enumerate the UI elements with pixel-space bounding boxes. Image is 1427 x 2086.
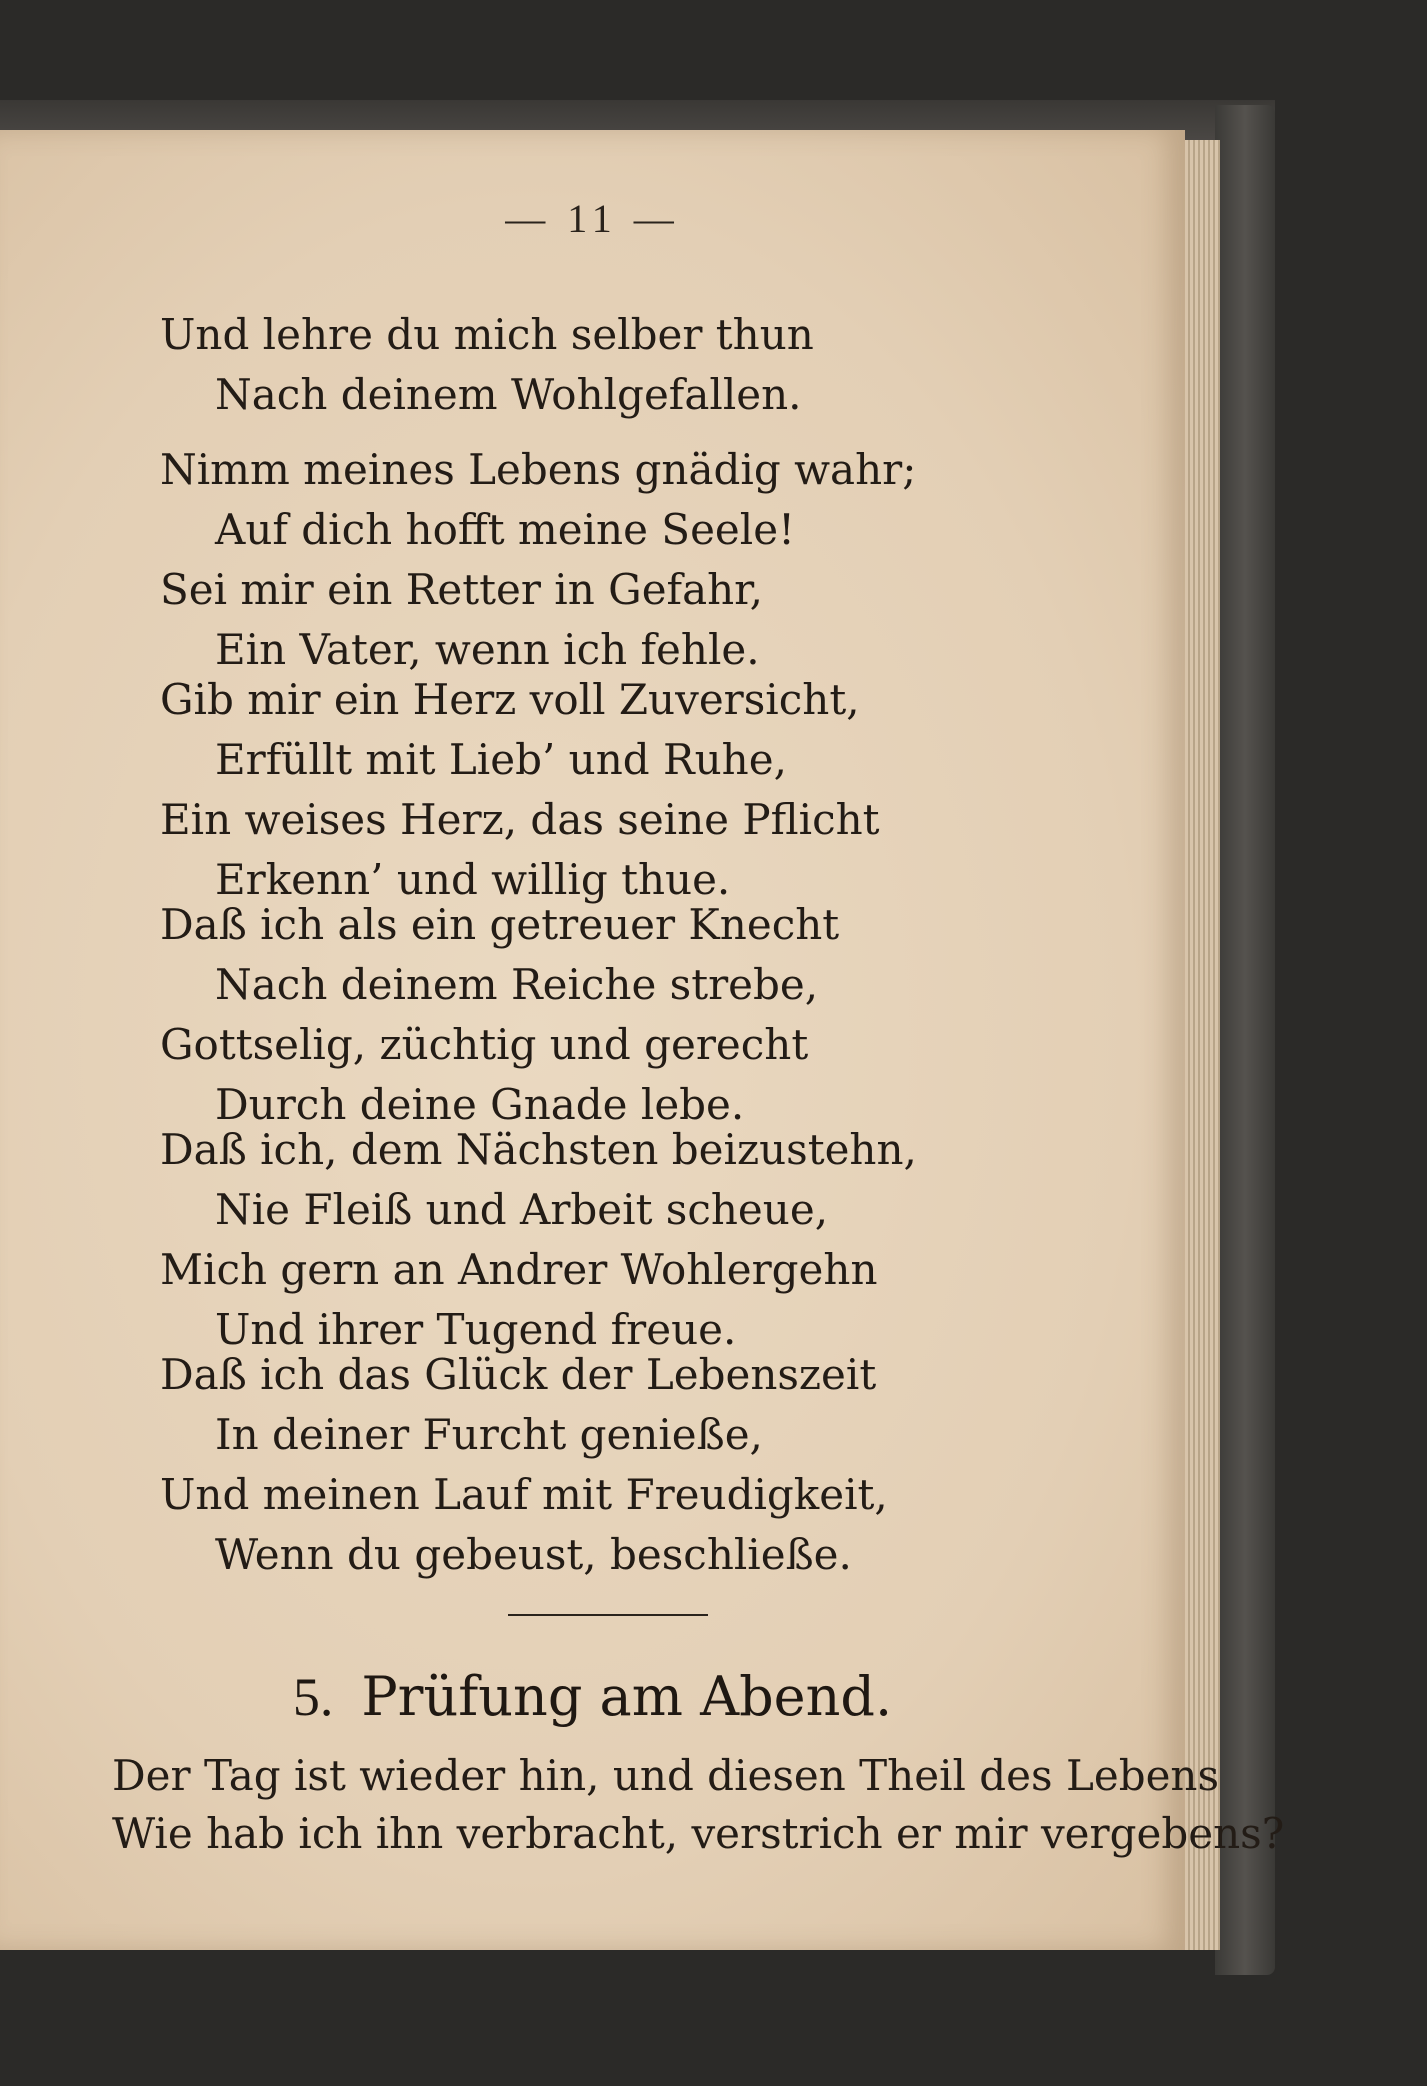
verse-line: Daß ich als ein getreuer Knecht	[160, 900, 840, 949]
verse-line: Daß ich das Glück der Lebenszeit	[160, 1350, 877, 1399]
verse-line: Auf dich hofft meine Seele!	[215, 505, 795, 554]
verse-line: Daß ich, dem Nächsten beizustehn,	[160, 1125, 917, 1174]
prose-line: Wie hab ich ihn verbracht, verstrich er mir vergebens?	[112, 1809, 1285, 1858]
verse-line: Nach deinem Wohlgefallen.	[215, 370, 802, 419]
verse-line: Nimm meines Lebens gnädig wahr;	[160, 445, 917, 494]
section-number: 5.	[292, 1667, 334, 1727]
stanza-6	[160, 1345, 888, 1585]
prose-block	[112, 1747, 1284, 1863]
section-title: Prüfung am Abend.	[361, 1665, 893, 1728]
page-number: — 11 —	[505, 196, 680, 241]
verse-line: Sei mir ein Retter in Gefahr,	[160, 565, 763, 614]
verse-line: Ein Vater, wenn ich fehle.	[215, 625, 760, 674]
book-cover-spine	[1215, 105, 1275, 1975]
stanza-2	[160, 440, 916, 680]
verse-line: Und ihrer Tugend freue.	[215, 1305, 737, 1354]
verse-line: Erkenn’ und willig thue.	[215, 855, 731, 904]
verse-line: Ein weises Herz, das seine Pflicht	[160, 795, 880, 844]
verse-line: Erfüllt mit Lieb’ und Ruhe,	[215, 735, 787, 784]
verse-line: Mich gern an Andrer Wohlergehn	[160, 1245, 878, 1294]
section-divider	[508, 1614, 708, 1616]
verse-line: Durch deine Gnade lebe.	[215, 1080, 745, 1129]
verse-line: Nie Fleiß und Arbeit scheue,	[215, 1185, 829, 1234]
verse-line: Und meinen Lauf mit Freudigkeit,	[160, 1470, 888, 1519]
stanza-4	[160, 895, 839, 1135]
stanza-3	[160, 670, 880, 910]
verse-line: Gottselig, züchtig und gerecht	[160, 1020, 809, 1069]
verse-line: Nach deinem Reiche strebe,	[215, 960, 819, 1009]
verse-line: Gib mir ein Herz voll Zuversicht,	[160, 675, 860, 724]
stanza-5	[160, 1120, 917, 1360]
verse-line: Wenn du gebeust, beschließe.	[215, 1530, 852, 1579]
section-heading	[0, 1665, 1185, 1728]
verse-line: In deiner Furcht genieße,	[215, 1410, 763, 1459]
prose-line: Der Tag ist wieder hin, und diesen Theil des Lebens	[112, 1751, 1220, 1800]
stanza-1	[160, 305, 814, 425]
verse-line: Und lehre du mich selber thun	[160, 310, 814, 359]
